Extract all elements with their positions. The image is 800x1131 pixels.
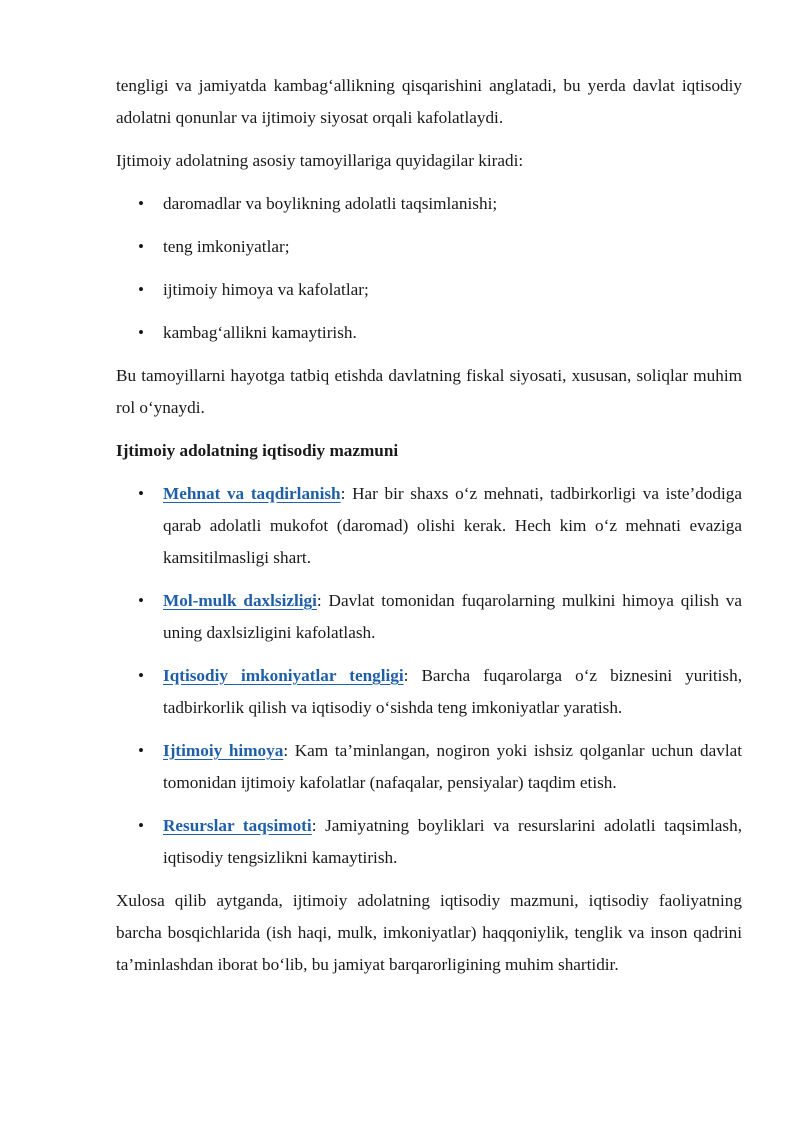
bullet-icon: •	[138, 323, 145, 342]
bullet-icon: •	[138, 280, 145, 299]
principles-list	[116, 188, 742, 349]
term-link[interactable]: Iqtisodiy imkoniyatlar tengligi	[163, 666, 404, 685]
list-item	[116, 735, 742, 799]
term-description: : Kam ta’minlangan, nogiron yoki ishsiz qolganlar uchun davlat tomonidan ijtimoiy kafolatlar (nafaqalar, pensiyalar) taqdim etish.	[163, 741, 742, 792]
term-link[interactable]: Mehnat va taqdirlanish	[163, 484, 341, 503]
list-item	[116, 231, 742, 263]
term-link[interactable]: Resurslar taqsimoti	[163, 816, 312, 835]
bullet-icon: •	[138, 237, 145, 256]
bullet-icon: •	[138, 741, 145, 760]
bullet-icon: •	[138, 194, 145, 213]
term-link[interactable]: Ijtimoiy himoya	[163, 741, 284, 760]
list-item	[116, 274, 742, 306]
bullet-icon: •	[138, 591, 145, 610]
list-item	[116, 660, 742, 724]
conclusion-paragraph: Xulosa qilib aytganda, ijtimoiy adolatning iqtisodiy mazmuni, iqtisodiy faoliyatning barcha bosqichlarida (ish haqi, mulk, imkoniyatlar) haqqoniylik, tenglik va inson qadrini ta’minlashdan iborat bo‘lib, bu jamiyat barqarorligining muhim shartidir.	[116, 891, 742, 974]
bullet-icon: •	[138, 816, 145, 835]
document-body	[116, 70, 742, 992]
principles-lead-paragraph: Ijtimoiy adolatning asosiy tamoyillariga quyidagilar kiradi:	[116, 151, 524, 170]
economic-content-list	[116, 478, 742, 874]
list-item	[116, 810, 742, 874]
list-item	[116, 585, 742, 649]
list-item	[116, 317, 742, 349]
list-item-text: teng imkoniyatlar;	[163, 237, 290, 256]
term-link[interactable]: Mol-mulk daxlsizligi	[163, 591, 317, 610]
term-description: : Jamiyatning boyliklari va resurslarini adolatli taqsimlash, iqtisodiy tengsizlikni kamaytirish.	[163, 816, 742, 867]
fiscal-policy-paragraph: Bu tamoyillarni hayotga tatbiq etishda davlatning fiskal siyosati, xususan, soliqlar muhim rol o‘ynaydi.	[116, 366, 742, 417]
bullet-icon: •	[138, 484, 145, 503]
list-item	[116, 188, 742, 220]
list-item-text: ijtimoiy himoya va kafolatlar;	[163, 280, 369, 299]
list-item-text: kambag‘allikni kamaytirish.	[163, 323, 357, 342]
bullet-icon: •	[138, 666, 145, 685]
term-description: : Davlat tomonidan fuqarolarning mulkini himoya qilish va uning daxlsizligini kafolatlash.	[163, 591, 742, 642]
list-item-text: daromadlar va boylikning adolatli taqsimlanishi;	[163, 194, 498, 213]
intro-continuation-paragraph: tengligi va jamiyatda kambag‘allikning qisqarishini anglatadi, bu yerda davlat iqtisodiy adolatni qonunlar va ijtimoiy siyosat orqali kafolatlaydi.	[116, 76, 742, 127]
term-description: : Barcha fuqarolarga o‘z biznesini yuritish, tadbirkorlik qilish va iqtisodiy o‘sishda teng imkoniyatlar yaratish.	[163, 666, 742, 717]
term-description: : Har bir shaxs o‘z mehnati, tadbirkorligi va iste’dodiga qarab adolatli mukofot (daromad) olishi kerak. Hech kim o‘z mehnati evaziga kamsitilmasligi shart.	[163, 484, 742, 567]
section-heading: Ijtimoiy adolatning iqtisodiy mazmuni	[116, 441, 399, 460]
list-item	[116, 478, 742, 574]
